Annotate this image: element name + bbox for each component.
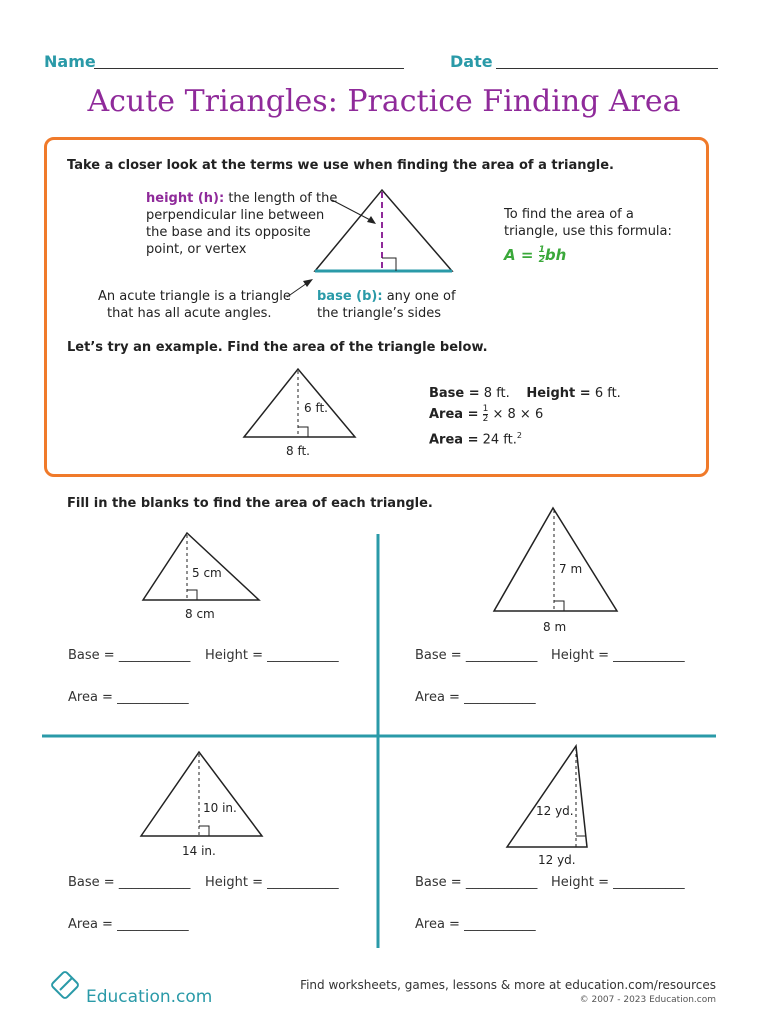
problem2-base-label: 8 m (543, 620, 567, 634)
example-height-value: 6 ft. (594, 386, 621, 401)
education-logo[interactable]: Education.com (86, 987, 213, 1007)
problem3-height-label: 10 in. (203, 801, 237, 815)
acute-def-line1: An acute triangle is a triangle (98, 289, 291, 304)
height-def-line2: perpendicular line between (146, 208, 325, 223)
problem2-height-blank[interactable]: Height = ___________ (551, 648, 685, 663)
practice-lead: Fill in the blanks to find the area of each triangle. (67, 496, 433, 511)
problem2-area-blank[interactable]: Area = ___________ (415, 690, 536, 705)
base-term: base (b): (317, 289, 383, 304)
example-area-result: 24 ft. (482, 432, 517, 448)
problem3-base-blank[interactable]: Base = ___________ (68, 875, 191, 890)
height-term: height (h): (146, 191, 225, 206)
problem2-base-blank[interactable]: Base = ___________ (415, 648, 538, 663)
problem3-area-blank[interactable]: Area = ___________ (68, 917, 189, 932)
example-height-key: Height = (526, 386, 591, 401)
problem1-base-label: 8 cm (185, 607, 215, 621)
example-height-label: 6 ft. (304, 401, 328, 415)
date-label: Date (450, 52, 493, 71)
formula-lhs: A = (504, 246, 534, 264)
height-def-line4: point, or vertex (146, 242, 247, 257)
base-def-line1: any one of (386, 289, 456, 304)
height-def-line1: the length of the (228, 191, 338, 206)
page-title: Acute Triangles: Practice Finding Area (87, 84, 681, 119)
problem4-height-blank[interactable]: Height = ___________ (551, 875, 685, 890)
problem4-area-blank[interactable]: Area = ___________ (415, 917, 536, 932)
example-base-label: 8 ft. (286, 444, 310, 458)
problem4-base-blank[interactable]: Base = ___________ (415, 875, 538, 890)
problem2-height-label: 7 m (559, 562, 583, 576)
example-base-key: Base = (429, 386, 480, 401)
problem3-height-blank[interactable]: Height = ___________ (205, 875, 339, 890)
formula-intro-line1: To find the area of a (504, 207, 634, 222)
formula-intro-line2: triangle, use this formula: (504, 224, 672, 239)
example-lead: Let’s try an example. Find the area of the triangle below. (67, 340, 488, 355)
problem1-height-label: 5 cm (192, 566, 222, 580)
formula-rhs: bh (544, 246, 567, 264)
example-area-expression: × 8 × 6 (492, 407, 544, 422)
pencil-logo-icon (51, 971, 79, 999)
example-base-value: 8 ft. (483, 386, 510, 401)
name-label: Name (44, 52, 96, 71)
example-area-key2: Area = (429, 432, 479, 448)
example-area-superscript: 2 (516, 431, 522, 440)
problem1-height-blank[interactable]: Height = ___________ (205, 648, 339, 663)
problem4-base-label: 12 yd. (538, 853, 576, 867)
example-fraction: $\frac{1}{2}$ (482, 404, 489, 424)
footer-copyright: © 2007 - 2023 Education.com (579, 995, 716, 1005)
problem4-height-label: 12 yd. (536, 804, 574, 818)
problem1-base-blank[interactable]: Base = ___________ (68, 648, 191, 663)
footer-tagline[interactable]: Find worksheets, games, lessons & more at education.com/resources (300, 978, 716, 992)
example-area-key: Area = (429, 407, 479, 422)
formula-fraction: $\frac{1}{2}$ (538, 245, 545, 265)
problem1-area-blank[interactable]: Area = ___________ (68, 690, 189, 705)
height-def-line3: the base and its opposite (146, 225, 311, 240)
intro-lead: Take a closer look at the terms we use when finding the area of a triangle. (67, 158, 614, 173)
base-def-line2: the triangle’s sides (317, 306, 442, 321)
acute-def-line2: that has all acute angles. (107, 306, 272, 321)
problem3-base-label: 14 in. (182, 844, 216, 858)
